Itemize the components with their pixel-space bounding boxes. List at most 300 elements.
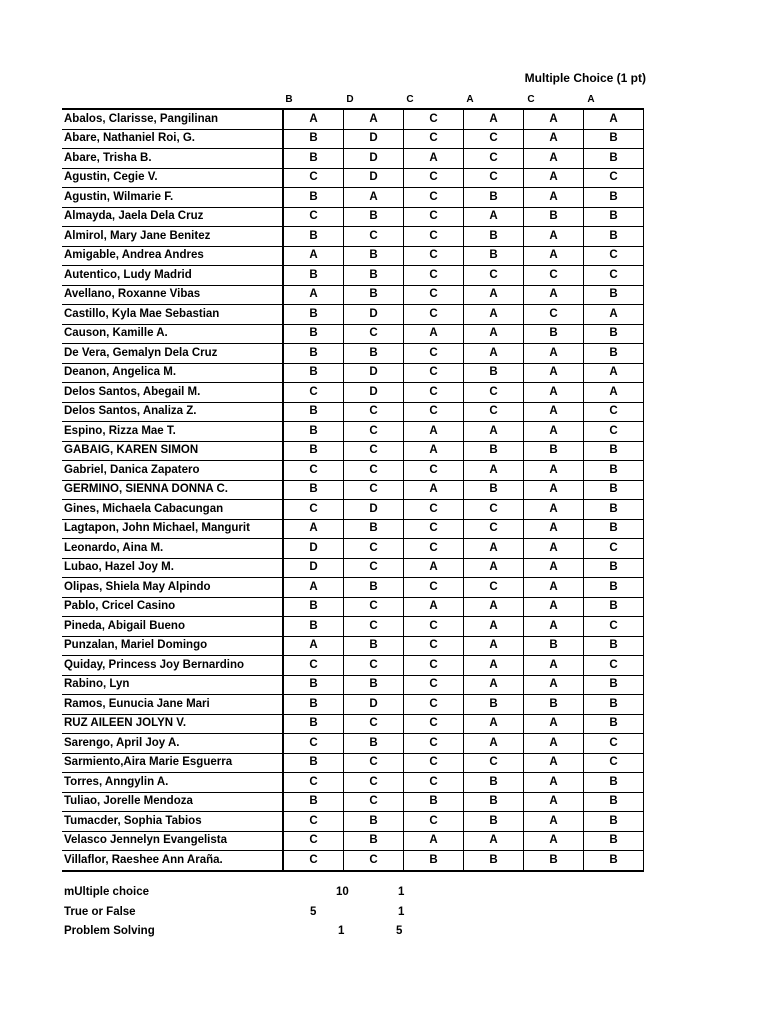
answer-cell: B (404, 851, 464, 871)
answer-cell: B (584, 344, 644, 364)
student-name: Sarmiento,Aira Marie Esguerra (62, 753, 283, 773)
student-name: Pineda, Abigail Bueno (62, 617, 283, 637)
summary-points: 1 (398, 886, 405, 898)
answer-cell: B (283, 597, 344, 617)
answer-cell: B (283, 422, 344, 442)
answer-cell: C (404, 714, 464, 734)
student-name: Almayda, Jaela Dela Cruz (62, 207, 283, 227)
answer-cell: C (464, 168, 524, 188)
student-name: Lubao, Hazel Joy M. (62, 558, 283, 578)
answer-cell: C (584, 617, 644, 637)
table-row (62, 636, 644, 656)
summary-label: True or False (64, 905, 136, 918)
answer-cell: A (464, 734, 524, 754)
table-row (62, 149, 644, 169)
table-row (62, 773, 644, 793)
answer-cell: B (584, 129, 644, 149)
answer-cell: A (464, 285, 524, 305)
answer-cell: B (344, 831, 404, 851)
student-name: GABAIG, KAREN SIMON (62, 441, 283, 461)
answer-cell: B (283, 695, 344, 715)
answer-cell: A (524, 792, 584, 812)
answer-cell: B (283, 792, 344, 812)
table-row (62, 539, 644, 559)
table-row (62, 246, 644, 266)
answer-cell: A (524, 773, 584, 793)
student-name: Espino, Rizza Mae T. (62, 422, 283, 442)
table-row (62, 461, 644, 481)
answer-cell: A (524, 597, 584, 617)
student-name: Castillo, Kyla Mae Sebastian (62, 305, 283, 325)
answer-cell: D (344, 305, 404, 325)
summary-count: 5 (310, 905, 317, 918)
answer-cell: C (404, 402, 464, 422)
answer-cell: B (344, 344, 404, 364)
answer-cell: A (524, 363, 584, 383)
answer-cell: A (524, 109, 584, 129)
answer-cell: A (524, 831, 584, 851)
answer-cell: B (344, 636, 404, 656)
answer-cell: A (464, 539, 524, 559)
answer-cell: C (404, 695, 464, 715)
answer-cell: C (404, 656, 464, 676)
table-row (62, 812, 644, 832)
answer-cell: C (404, 636, 464, 656)
table-row (62, 831, 644, 851)
answer-cell: B (584, 500, 644, 520)
answer-cell: A (524, 578, 584, 598)
answer-cell: B (584, 149, 644, 169)
answer-cell: A (524, 344, 584, 364)
answer-cell: B (584, 324, 644, 344)
answer-cell: C (464, 402, 524, 422)
answer-cell: C (584, 422, 644, 442)
answer-cell: B (344, 519, 404, 539)
answer-cell: B (584, 831, 644, 851)
answer-cell: C (404, 227, 464, 247)
answer-cell: D (344, 363, 404, 383)
summary-row (64, 923, 484, 943)
student-name: Tumacder, Sophia Tabios (62, 812, 283, 832)
student-name: Quiday, Princess Joy Bernardino (62, 656, 283, 676)
answer-cell: B (344, 734, 404, 754)
table-row (62, 578, 644, 598)
answer-cell: C (344, 422, 404, 442)
student-name: Tuliao, Jorelle Mendoza (62, 792, 283, 812)
answer-cell: C (344, 480, 404, 500)
student-name: Punzalan, Mariel Domingo (62, 636, 283, 656)
answer-cell: C (344, 441, 404, 461)
answer-cell: C (584, 734, 644, 754)
table-row (62, 305, 644, 325)
answer-cell: C (404, 129, 464, 149)
student-name: Autentico, Ludy Madrid (62, 266, 283, 286)
answer-cell: C (344, 792, 404, 812)
answer-cell: C (524, 305, 584, 325)
answer-cell: C (404, 344, 464, 364)
answer-cell: C (404, 363, 464, 383)
student-name: Almirol, Mary Jane Benitez (62, 227, 283, 247)
answer-cell: C (283, 207, 344, 227)
answer-cell: A (464, 422, 524, 442)
table-row (62, 129, 644, 149)
answer-cell: A (524, 285, 584, 305)
answer-cell: B (524, 441, 584, 461)
answer-cell: A (283, 285, 344, 305)
answer-cell: C (584, 656, 644, 676)
answer-cell: C (344, 597, 404, 617)
answer-cell: A (524, 149, 584, 169)
answer-cell: C (584, 266, 644, 286)
answer-cell: A (464, 207, 524, 227)
answer-key-3: C (406, 94, 414, 105)
answer-cell: C (344, 558, 404, 578)
answer-cell: B (344, 812, 404, 832)
answer-cell: C (344, 656, 404, 676)
answer-cell: B (464, 246, 524, 266)
summary-count: 10 (336, 886, 349, 898)
answer-cell: C (344, 617, 404, 637)
answer-cell: C (404, 188, 464, 208)
answer-cell: D (344, 168, 404, 188)
answer-cell: A (524, 188, 584, 208)
answer-key-4: A (466, 94, 474, 105)
answer-cell: B (464, 188, 524, 208)
answer-cell: B (283, 714, 344, 734)
answer-cell: C (404, 539, 464, 559)
answer-cell: B (584, 636, 644, 656)
answer-table (62, 108, 644, 872)
answer-cell: C (283, 656, 344, 676)
answer-cell: C (404, 266, 464, 286)
answer-cell: B (584, 441, 644, 461)
answer-cell: B (584, 792, 644, 812)
answer-key-1: B (285, 94, 293, 105)
answer-cell: A (584, 383, 644, 403)
answer-cell: B (584, 558, 644, 578)
answer-cell: B (283, 675, 344, 695)
answer-cell: C (404, 305, 464, 325)
answer-cell: C (344, 773, 404, 793)
answer-cell: C (404, 617, 464, 637)
student-name: Causon, Kamille A. (62, 324, 283, 344)
answer-cell: C (464, 519, 524, 539)
answer-cell: C (464, 753, 524, 773)
student-name: Agustin, Wilmarie F. (62, 188, 283, 208)
answer-cell: A (464, 597, 524, 617)
answer-cell: D (344, 149, 404, 169)
answer-cell: A (344, 109, 404, 129)
table-row (62, 480, 644, 500)
answer-cell: C (464, 149, 524, 169)
answer-cell: A (524, 675, 584, 695)
answer-cell: A (524, 558, 584, 578)
answer-cell: A (524, 734, 584, 754)
answer-cell: A (464, 656, 524, 676)
student-name: RUZ AILEEN JOLYN V. (62, 714, 283, 734)
table-row (62, 441, 644, 461)
answer-cell: A (584, 109, 644, 129)
student-name: Delos Santos, Analiza Z. (62, 402, 283, 422)
answer-cell: A (524, 422, 584, 442)
table-row (62, 734, 644, 754)
answer-cell: A (404, 422, 464, 442)
answer-cell: B (584, 851, 644, 871)
answer-cell: B (464, 363, 524, 383)
answer-cell: B (464, 773, 524, 793)
answer-key-5: C (527, 94, 535, 105)
answer-cell: A (524, 519, 584, 539)
student-name: Torres, Anngylin A. (62, 773, 283, 793)
answer-key-6: A (587, 94, 595, 105)
answer-cell: B (464, 227, 524, 247)
answer-cell: A (524, 402, 584, 422)
table-row (62, 227, 644, 247)
answer-cell: B (344, 675, 404, 695)
table-row (62, 109, 644, 129)
student-name: Villaflor, Raeshee Ann Araña. (62, 851, 283, 871)
answer-cell: C (584, 753, 644, 773)
answer-cell: B (584, 578, 644, 598)
summary-points: 1 (398, 905, 405, 918)
answer-cell: A (464, 324, 524, 344)
answer-cell: D (344, 500, 404, 520)
answer-cell: C (584, 539, 644, 559)
answer-cell: A (524, 617, 584, 637)
answer-cell: B (283, 402, 344, 422)
answer-cell: A (283, 636, 344, 656)
student-name: Abalos, Clarisse, Pangilinan (62, 109, 283, 129)
answer-cell: A (524, 812, 584, 832)
answer-cell: C (404, 109, 464, 129)
answer-cell: D (344, 129, 404, 149)
answer-cell: C (344, 402, 404, 422)
table-row (62, 383, 644, 403)
answer-key-2: D (346, 94, 354, 105)
answer-cell: A (464, 617, 524, 637)
answer-cell: B (344, 246, 404, 266)
summary-label: Problem Solving (64, 925, 155, 937)
student-name: De Vera, Gemalyn Dela Cruz (62, 344, 283, 364)
answer-cell: C (404, 753, 464, 773)
table-row (62, 285, 644, 305)
table-row (62, 344, 644, 364)
summary-points: 5 (396, 925, 403, 937)
answer-cell: A (404, 480, 464, 500)
answer-cell: A (524, 129, 584, 149)
answer-cell: A (524, 168, 584, 188)
answer-cell: B (464, 812, 524, 832)
answer-cell: B (584, 812, 644, 832)
answer-cell: B (283, 149, 344, 169)
table-row (62, 792, 644, 812)
answer-cell: B (584, 480, 644, 500)
answer-cell: A (464, 305, 524, 325)
answer-cell: B (584, 695, 644, 715)
answer-cell: C (524, 266, 584, 286)
student-name: Rabino, Lyn (62, 675, 283, 695)
answer-cell: B (283, 363, 344, 383)
answer-key-row (0, 94, 768, 108)
answer-cell: C (404, 168, 464, 188)
answer-cell: A (283, 246, 344, 266)
answer-cell: C (584, 168, 644, 188)
student-name: Pablo, Cricel Casino (62, 597, 283, 617)
answer-cell: B (524, 851, 584, 871)
table-row (62, 675, 644, 695)
answer-cell: C (344, 461, 404, 481)
answer-cell: A (524, 461, 584, 481)
answer-cell: A (524, 539, 584, 559)
answer-cell: A (404, 324, 464, 344)
answer-cell: B (344, 266, 404, 286)
student-name: Leonardo, Aina M. (62, 539, 283, 559)
answer-cell: B (283, 441, 344, 461)
answer-cell: C (464, 383, 524, 403)
answer-cell: A (524, 656, 584, 676)
answer-cell: B (283, 753, 344, 773)
answer-cell: C (283, 168, 344, 188)
answer-cell: C (404, 285, 464, 305)
answer-cell: B (524, 324, 584, 344)
answer-cell: C (283, 851, 344, 871)
answer-cell: C (283, 831, 344, 851)
student-name: Abare, Trisha B. (62, 149, 283, 169)
answer-cell: A (404, 831, 464, 851)
answer-cell: C (464, 500, 524, 520)
answer-cell: C (344, 324, 404, 344)
answer-cell: B (584, 519, 644, 539)
answer-cell: B (464, 480, 524, 500)
student-name: Lagtapon, John Michael, Mangurit (62, 519, 283, 539)
answer-cell: B (584, 188, 644, 208)
answer-cell: B (464, 695, 524, 715)
answer-cell: C (404, 383, 464, 403)
answer-cell: A (524, 714, 584, 734)
answer-cell: B (524, 207, 584, 227)
student-name: Gines, Michaela Cabacungan (62, 500, 283, 520)
answer-cell: C (283, 812, 344, 832)
student-name: GERMINO, SIENNA DONNA C. (62, 480, 283, 500)
answer-cell: C (404, 519, 464, 539)
answer-cell: A (283, 519, 344, 539)
answer-cell: A (524, 500, 584, 520)
answer-cell: A (464, 831, 524, 851)
student-name: Deanon, Angelica M. (62, 363, 283, 383)
answer-cell: B (344, 578, 404, 598)
answer-cell: A (404, 558, 464, 578)
answer-cell: A (344, 188, 404, 208)
section-title: Multiple Choice (1 pt) (524, 71, 646, 85)
student-name: Avellano, Roxanne Vibas (62, 285, 283, 305)
answer-cell: A (404, 441, 464, 461)
table-row (62, 617, 644, 637)
answer-cell: C (404, 461, 464, 481)
summary-label: mUltiple choice (64, 886, 149, 898)
answer-cell: A (524, 753, 584, 773)
answer-cell: A (464, 461, 524, 481)
answer-cell: C (404, 246, 464, 266)
answer-cell: A (524, 246, 584, 266)
answer-cell: C (344, 539, 404, 559)
table-row (62, 558, 644, 578)
answer-cell: B (584, 207, 644, 227)
table-row (62, 597, 644, 617)
score-summary (64, 884, 484, 943)
answer-cell: C (464, 578, 524, 598)
answer-cell: C (344, 714, 404, 734)
summary-count: 1 (338, 925, 345, 937)
answer-cell: B (283, 324, 344, 344)
answer-cell: B (283, 188, 344, 208)
answer-cell: B (524, 636, 584, 656)
table-row (62, 851, 644, 871)
answer-cell: B (283, 617, 344, 637)
student-name: Sarengo, April Joy A. (62, 734, 283, 754)
answer-cell: B (464, 792, 524, 812)
table-row (62, 500, 644, 520)
table-row (62, 207, 644, 227)
answer-cell: B (283, 305, 344, 325)
table-row (62, 753, 644, 773)
summary-row (64, 884, 484, 904)
answer-cell: A (404, 149, 464, 169)
answer-cell: A (584, 305, 644, 325)
answer-cell: B (344, 207, 404, 227)
answer-cell: D (283, 539, 344, 559)
answer-cell: C (404, 207, 464, 227)
answer-cell: B (584, 675, 644, 695)
answer-cell: B (584, 461, 644, 481)
answer-cell: A (464, 636, 524, 656)
answer-cell: C (344, 851, 404, 871)
summary-row (64, 904, 484, 924)
answer-cell: C (464, 266, 524, 286)
answer-cell: B (464, 851, 524, 871)
table-row (62, 695, 644, 715)
answer-cell: C (283, 500, 344, 520)
answer-cell: C (283, 773, 344, 793)
answer-cell: B (344, 285, 404, 305)
answer-cell: A (464, 344, 524, 364)
answer-cell: C (404, 812, 464, 832)
answer-cell: B (464, 441, 524, 461)
table-row (62, 188, 644, 208)
answer-cell: B (283, 480, 344, 500)
table-row (62, 324, 644, 344)
answer-cell: C (344, 227, 404, 247)
student-name: Delos Santos, Abegail M. (62, 383, 283, 403)
answer-cell: B (283, 227, 344, 247)
student-name: Abare, Nathaniel Roi, G. (62, 129, 283, 149)
answer-cell: C (283, 734, 344, 754)
answer-cell: D (344, 383, 404, 403)
answer-cell: B (584, 773, 644, 793)
answer-cell: D (283, 558, 344, 578)
student-name: Amigable, Andrea Andres (62, 246, 283, 266)
answer-cell: A (524, 227, 584, 247)
table-row (62, 656, 644, 676)
answer-cell: C (404, 675, 464, 695)
answer-cell: C (404, 578, 464, 598)
answer-cell: B (584, 227, 644, 247)
answer-cell: C (584, 246, 644, 266)
table-row (62, 422, 644, 442)
student-name: Velasco Jennelyn Evangelista (62, 831, 283, 851)
answer-cell: A (283, 578, 344, 598)
answer-cell: B (283, 266, 344, 286)
answer-cell: B (283, 344, 344, 364)
